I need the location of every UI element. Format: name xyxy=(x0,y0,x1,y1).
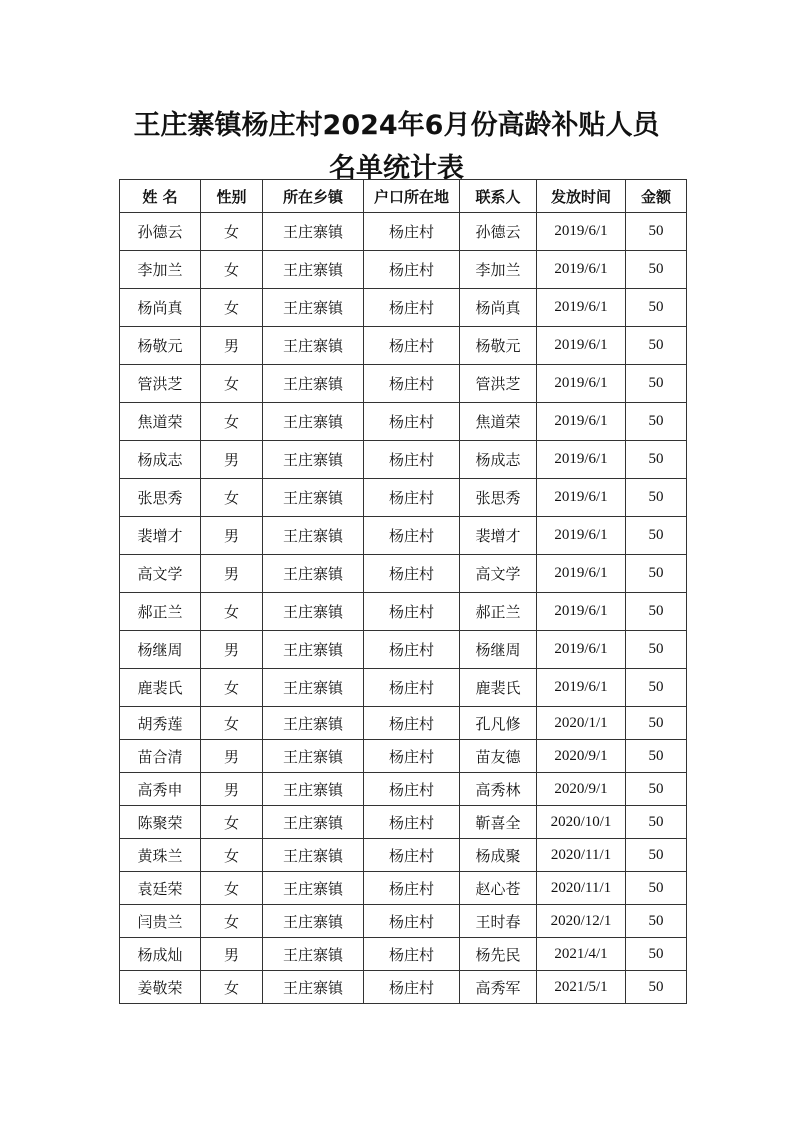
cell-contact: 王时春 xyxy=(460,905,537,938)
cell-amount: 50 xyxy=(626,773,687,806)
cell-name: 孙德云 xyxy=(120,213,201,251)
cell-amount: 50 xyxy=(626,872,687,905)
table-row xyxy=(120,905,687,938)
cell-name: 黄珠兰 xyxy=(120,839,201,872)
table-row xyxy=(120,251,687,289)
cell-name: 管洪芝 xyxy=(120,365,201,403)
cell-gender: 女 xyxy=(201,905,263,938)
cell-date: 2020/9/1 xyxy=(537,740,626,773)
cell-amount: 50 xyxy=(626,327,687,365)
cell-township: 王庄寨镇 xyxy=(263,740,364,773)
table-row xyxy=(120,555,687,593)
cell-residence: 杨庄村 xyxy=(364,740,460,773)
table-row xyxy=(120,707,687,740)
cell-residence: 杨庄村 xyxy=(364,872,460,905)
cell-name: 焦道荣 xyxy=(120,403,201,441)
cell-contact: 杨先民 xyxy=(460,938,537,971)
cell-date: 2021/5/1 xyxy=(537,971,626,1004)
cell-gender: 男 xyxy=(201,631,263,669)
cell-amount: 50 xyxy=(626,707,687,740)
cell-name: 杨敬元 xyxy=(120,327,201,365)
cell-amount: 50 xyxy=(626,289,687,327)
cell-residence: 杨庄村 xyxy=(364,971,460,1004)
cell-name: 胡秀莲 xyxy=(120,707,201,740)
cell-date: 2019/6/1 xyxy=(537,555,626,593)
table-row xyxy=(120,740,687,773)
cell-township: 王庄寨镇 xyxy=(263,905,364,938)
cell-name: 鹿裴氏 xyxy=(120,669,201,707)
cell-date: 2019/6/1 xyxy=(537,403,626,441)
cell-township: 王庄寨镇 xyxy=(263,707,364,740)
cell-gender: 女 xyxy=(201,213,263,251)
cell-residence: 杨庄村 xyxy=(364,251,460,289)
cell-contact: 杨继周 xyxy=(460,631,537,669)
cell-township: 王庄寨镇 xyxy=(263,669,364,707)
cell-gender: 女 xyxy=(201,872,263,905)
cell-township: 王庄寨镇 xyxy=(263,839,364,872)
cell-amount: 50 xyxy=(626,938,687,971)
cell-gender: 女 xyxy=(201,669,263,707)
cell-residence: 杨庄村 xyxy=(364,806,460,839)
header-amount: 金额 xyxy=(626,180,687,213)
cell-gender: 男 xyxy=(201,327,263,365)
cell-name: 杨成灿 xyxy=(120,938,201,971)
cell-amount: 50 xyxy=(626,631,687,669)
cell-gender: 女 xyxy=(201,806,263,839)
subsidy-roster-table xyxy=(119,179,687,1004)
cell-date: 2020/11/1 xyxy=(537,872,626,905)
table-row xyxy=(120,872,687,905)
cell-amount: 50 xyxy=(626,213,687,251)
cell-township: 王庄寨镇 xyxy=(263,327,364,365)
header-contact: 联系人 xyxy=(460,180,537,213)
cell-contact: 郝正兰 xyxy=(460,593,537,631)
cell-amount: 50 xyxy=(626,971,687,1004)
cell-date: 2020/9/1 xyxy=(537,773,626,806)
cell-name: 李加兰 xyxy=(120,251,201,289)
cell-gender: 女 xyxy=(201,707,263,740)
table-row xyxy=(120,517,687,555)
table-row xyxy=(120,669,687,707)
cell-contact: 高秀军 xyxy=(460,971,537,1004)
cell-date: 2020/11/1 xyxy=(537,839,626,872)
cell-township: 王庄寨镇 xyxy=(263,555,364,593)
table-header-row xyxy=(120,180,687,213)
header-township: 所在乡镇 xyxy=(263,180,364,213)
cell-township: 王庄寨镇 xyxy=(263,403,364,441)
cell-township: 王庄寨镇 xyxy=(263,938,364,971)
cell-amount: 50 xyxy=(626,555,687,593)
cell-contact: 鹿裴氏 xyxy=(460,669,537,707)
document-title-line2: 名单统计表 xyxy=(329,153,464,184)
cell-contact: 杨敬元 xyxy=(460,327,537,365)
table-row xyxy=(120,441,687,479)
cell-township: 王庄寨镇 xyxy=(263,441,364,479)
cell-date: 2019/6/1 xyxy=(537,479,626,517)
cell-contact: 杨成聚 xyxy=(460,839,537,872)
cell-residence: 杨庄村 xyxy=(364,365,460,403)
cell-date: 2019/6/1 xyxy=(537,593,626,631)
cell-name: 陈聚荣 xyxy=(120,806,201,839)
cell-contact: 赵心苍 xyxy=(460,872,537,905)
cell-gender: 女 xyxy=(201,289,263,327)
cell-residence: 杨庄村 xyxy=(364,403,460,441)
cell-contact: 李加兰 xyxy=(460,251,537,289)
cell-contact: 管洪芝 xyxy=(460,365,537,403)
cell-date: 2019/6/1 xyxy=(537,631,626,669)
cell-residence: 杨庄村 xyxy=(364,669,460,707)
table-row xyxy=(120,403,687,441)
cell-contact: 孔凡修 xyxy=(460,707,537,740)
cell-date: 2019/6/1 xyxy=(537,251,626,289)
cell-residence: 杨庄村 xyxy=(364,839,460,872)
cell-date: 2019/6/1 xyxy=(537,365,626,403)
cell-residence: 杨庄村 xyxy=(364,289,460,327)
table-row xyxy=(120,289,687,327)
cell-township: 王庄寨镇 xyxy=(263,365,364,403)
cell-gender: 男 xyxy=(201,517,263,555)
cell-amount: 50 xyxy=(626,403,687,441)
cell-contact: 孙德云 xyxy=(460,213,537,251)
cell-township: 王庄寨镇 xyxy=(263,479,364,517)
cell-amount: 50 xyxy=(626,593,687,631)
table-row xyxy=(120,593,687,631)
table-row xyxy=(120,631,687,669)
cell-amount: 50 xyxy=(626,905,687,938)
cell-amount: 50 xyxy=(626,839,687,872)
cell-name: 闫贵兰 xyxy=(120,905,201,938)
header-gender: 性别 xyxy=(201,180,263,213)
cell-residence: 杨庄村 xyxy=(364,593,460,631)
cell-residence: 杨庄村 xyxy=(364,773,460,806)
header-residence: 户口所在地 xyxy=(364,180,460,213)
cell-date: 2019/6/1 xyxy=(537,669,626,707)
cell-contact: 裴增才 xyxy=(460,517,537,555)
cell-name: 高文学 xyxy=(120,555,201,593)
cell-contact: 杨尚真 xyxy=(460,289,537,327)
cell-township: 王庄寨镇 xyxy=(263,213,364,251)
cell-amount: 50 xyxy=(626,365,687,403)
cell-date: 2020/10/1 xyxy=(537,806,626,839)
cell-contact: 靳喜全 xyxy=(460,806,537,839)
cell-contact: 焦道荣 xyxy=(460,403,537,441)
cell-gender: 男 xyxy=(201,555,263,593)
cell-name: 杨继周 xyxy=(120,631,201,669)
cell-date: 2019/6/1 xyxy=(537,517,626,555)
cell-amount: 50 xyxy=(626,517,687,555)
cell-contact: 高文学 xyxy=(460,555,537,593)
cell-amount: 50 xyxy=(626,251,687,289)
cell-name: 杨成志 xyxy=(120,441,201,479)
cell-township: 王庄寨镇 xyxy=(263,971,364,1004)
table-row xyxy=(120,806,687,839)
cell-residence: 杨庄村 xyxy=(364,327,460,365)
cell-gender: 男 xyxy=(201,938,263,971)
cell-date: 2019/6/1 xyxy=(537,327,626,365)
cell-date: 2021/4/1 xyxy=(537,938,626,971)
cell-gender: 女 xyxy=(201,839,263,872)
cell-residence: 杨庄村 xyxy=(364,517,460,555)
cell-township: 王庄寨镇 xyxy=(263,517,364,555)
document-title-line1: 王庄寨镇杨庄村2024年6月份高龄补贴人员 xyxy=(133,110,660,141)
cell-name: 姜敬荣 xyxy=(120,971,201,1004)
cell-name: 苗合清 xyxy=(120,740,201,773)
table-row xyxy=(120,839,687,872)
cell-gender: 男 xyxy=(201,773,263,806)
table-row xyxy=(120,479,687,517)
cell-name: 裴增才 xyxy=(120,517,201,555)
header-name: 姓 名 xyxy=(120,180,201,213)
cell-gender: 男 xyxy=(201,441,263,479)
cell-gender: 女 xyxy=(201,971,263,1004)
cell-gender: 女 xyxy=(201,479,263,517)
cell-gender: 女 xyxy=(201,593,263,631)
cell-gender: 女 xyxy=(201,403,263,441)
cell-residence: 杨庄村 xyxy=(364,631,460,669)
cell-residence: 杨庄村 xyxy=(364,479,460,517)
cell-residence: 杨庄村 xyxy=(364,213,460,251)
table-row xyxy=(120,327,687,365)
cell-township: 王庄寨镇 xyxy=(263,773,364,806)
cell-contact: 杨成志 xyxy=(460,441,537,479)
cell-amount: 50 xyxy=(626,669,687,707)
cell-name: 袁廷荣 xyxy=(120,872,201,905)
cell-name: 郝正兰 xyxy=(120,593,201,631)
cell-residence: 杨庄村 xyxy=(364,905,460,938)
cell-residence: 杨庄村 xyxy=(364,555,460,593)
cell-amount: 50 xyxy=(626,806,687,839)
cell-gender: 女 xyxy=(201,251,263,289)
cell-township: 王庄寨镇 xyxy=(263,872,364,905)
cell-township: 王庄寨镇 xyxy=(263,806,364,839)
table-body xyxy=(120,213,687,1004)
cell-amount: 50 xyxy=(626,479,687,517)
table-row xyxy=(120,365,687,403)
cell-name: 杨尚真 xyxy=(120,289,201,327)
cell-residence: 杨庄村 xyxy=(364,707,460,740)
cell-township: 王庄寨镇 xyxy=(263,251,364,289)
cell-contact: 苗友德 xyxy=(460,740,537,773)
table-row xyxy=(120,938,687,971)
cell-amount: 50 xyxy=(626,441,687,479)
cell-name: 张思秀 xyxy=(120,479,201,517)
cell-date: 2020/1/1 xyxy=(537,707,626,740)
cell-name: 高秀申 xyxy=(120,773,201,806)
cell-date: 2019/6/1 xyxy=(537,213,626,251)
table-row xyxy=(120,773,687,806)
cell-date: 2019/6/1 xyxy=(537,441,626,479)
table-row xyxy=(120,213,687,251)
cell-gender: 男 xyxy=(201,740,263,773)
cell-date: 2019/6/1 xyxy=(537,289,626,327)
cell-residence: 杨庄村 xyxy=(364,441,460,479)
table-row xyxy=(120,971,687,1004)
header-date: 发放时间 xyxy=(537,180,626,213)
cell-amount: 50 xyxy=(626,740,687,773)
cell-residence: 杨庄村 xyxy=(364,938,460,971)
cell-contact: 高秀林 xyxy=(460,773,537,806)
cell-township: 王庄寨镇 xyxy=(263,631,364,669)
cell-township: 王庄寨镇 xyxy=(263,593,364,631)
cell-gender: 女 xyxy=(201,365,263,403)
cell-date: 2020/12/1 xyxy=(537,905,626,938)
cell-township: 王庄寨镇 xyxy=(263,289,364,327)
cell-contact: 张思秀 xyxy=(460,479,537,517)
